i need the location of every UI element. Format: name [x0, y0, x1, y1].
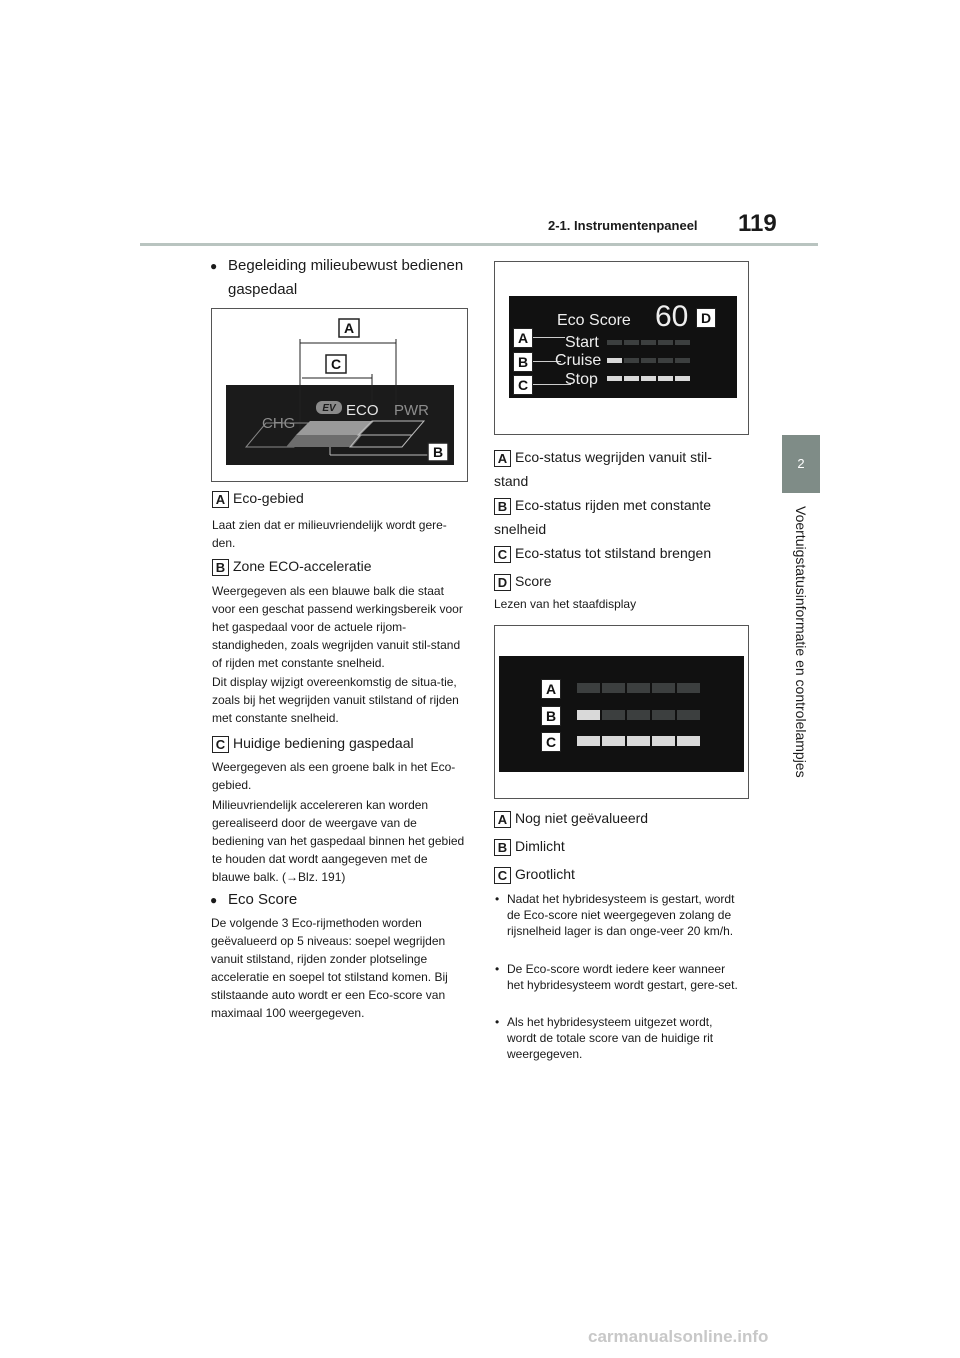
svg-text:C: C: [330, 356, 342, 372]
badge-b: B: [494, 498, 511, 515]
bullet-heading-eco-guide: ● Begeleiding milieubewust bedienen gaspedaal: [228, 254, 468, 302]
note-2: • De Eco-score wordt iedere keer wanneer het hybridesysteem wordt gestart, gere-set.: [507, 961, 743, 993]
segment: [675, 358, 690, 363]
segment: [607, 376, 622, 381]
eco-score-value: 60: [655, 300, 689, 333]
bar-legend-c: C Grootlicht: [494, 864, 734, 884]
badge-b: B: [212, 559, 229, 576]
header-rule: [140, 243, 818, 246]
segment: [658, 376, 673, 381]
page-number: 119: [738, 210, 777, 237]
badge-d: D: [696, 308, 716, 328]
badge-a: A: [513, 328, 533, 348]
segment: [641, 358, 656, 363]
bar-legend-b: B Dimlicht: [494, 836, 734, 856]
badge-b: B: [513, 352, 533, 372]
badge-b: B: [494, 839, 511, 856]
bar-legend-a: A Nog niet geëvalueerd: [494, 808, 734, 828]
svg-text:PWR: PWR: [394, 402, 429, 419]
legend-a: A Eco-status wegrijden vanuit stil-stand: [494, 449, 712, 489]
segment: [577, 736, 600, 746]
row-label-cruise: Cruise: [555, 352, 602, 369]
svg-text:ECO: ECO: [346, 402, 379, 419]
segment: [627, 710, 650, 720]
segment: [627, 736, 650, 746]
segment: [652, 683, 675, 693]
badge-b: B: [541, 706, 561, 726]
item-c-text-2: Milieuvriendelijk accelereren kan worden gerealiseerd door de weergave van de bediening van het gaspedaal binnen het gebied te houden dat wordt aangegeven met de blauwe balk. (→Blz. 191): [212, 798, 465, 884]
segment: [677, 683, 700, 693]
badge-c: C: [494, 867, 511, 884]
segment: [624, 376, 639, 381]
segment: [652, 710, 675, 720]
eco-score-title: Eco Score: [557, 312, 631, 329]
segment: [602, 683, 625, 693]
item-c-text-1: Weergegeven als een groene balk in het Eco-gebied.: [212, 760, 456, 792]
figure-accelerator-guide: [211, 308, 468, 482]
item-b-text-2: Dit display wijzigt overeenkomstig de situa-tie, zoals bij het wegrijden vanuit stilstand of rijden met constante snelheid.: [212, 675, 459, 725]
segment: [677, 736, 700, 746]
legend-c: C Eco-status tot stilstand brengen: [494, 541, 734, 565]
segment: [577, 710, 600, 720]
segment: [602, 710, 625, 720]
chapter-tab: 2: [782, 435, 820, 493]
segment: [677, 710, 700, 720]
segment: [675, 376, 690, 381]
badge-d: D: [494, 574, 511, 591]
segment: [577, 683, 600, 693]
watermark: carmanualsonline.info: [588, 1327, 769, 1346]
svg-text:CHG: CHG: [262, 415, 296, 432]
segment: [658, 358, 673, 363]
badge-c: C: [541, 732, 561, 752]
bar-display-screen: [499, 656, 744, 772]
eco-score-text: De volgende 3 Eco-rijmethoden worden geëvalueerd op 5 niveaus: soepel wegrijden vanuit stilstand, rijden zonder plotselinge acceleratie en soepel tot stilstand komen. Bij stilstaande auto wordt er een Eco-score van maximaal 100 weergegeven.: [211, 916, 448, 1020]
segment: [607, 340, 622, 345]
badge-c: C: [212, 736, 229, 753]
figure-eco-score-display: [494, 261, 749, 435]
row-label-start: Start: [565, 334, 599, 351]
segment: [641, 340, 656, 345]
segment: [675, 340, 690, 345]
chapter-title: Voertuigstatusinformatie en controlelampjes: [793, 506, 809, 778]
bullet-heading-eco-score: ● Eco Score: [228, 888, 468, 912]
svg-text:EV: EV: [322, 403, 336, 414]
badge-a: A: [212, 491, 229, 508]
svg-text:B: B: [432, 444, 444, 460]
item-b-text-1: Weergegeven als een blauwe balk die staat voor een geschat passend werkingsbereik voor het gaspedaal voor de actuele rijom-standigheden, zoals wegrijden vanuit stil-stand of rijden met constante snelheid.: [212, 584, 463, 670]
badge-a: A: [541, 679, 561, 699]
segment: [624, 358, 639, 363]
badge-c: C: [494, 546, 511, 563]
item-a-heading: A Eco-gebied: [212, 490, 304, 508]
segment: [602, 736, 625, 746]
legend-d: D Score: [494, 569, 734, 593]
legend-b: B Eco-status rijden met constante snelheid: [494, 497, 712, 537]
segment: [652, 736, 675, 746]
item-a-text: Laat zien dat er milieuvriendelijk wordt gere-den.: [212, 518, 447, 550]
segment: [624, 340, 639, 345]
accelerator-guide-illustration: [212, 309, 467, 481]
segment: [658, 340, 673, 345]
segment: [641, 376, 656, 381]
bar-display-heading: Lezen van het staafdisplay: [494, 597, 637, 611]
item-b-heading: B Zone ECO-acceleratie: [212, 558, 372, 576]
badge-a: A: [494, 450, 511, 467]
badge-c: C: [513, 375, 533, 395]
svg-text:A: A: [343, 320, 355, 336]
item-c-heading: C Huidige bediening gaspedaal: [212, 735, 414, 753]
row-label-stop: Stop: [565, 371, 598, 388]
note-1: • Nadat het hybridesysteem is gestart, wordt de Eco-score niet weergegeven zolang de rijsnelheid lager is dan onge-veer 20 km/h.: [507, 891, 743, 939]
segment: [607, 358, 622, 363]
segment: [627, 683, 650, 693]
note-3: • Als het hybridesysteem uitgezet wordt, wordt de totale score van de huidige rit weergegeven.: [507, 1014, 743, 1062]
section-title: 2-1. Instrumentenpaneel: [548, 218, 698, 233]
badge-a: A: [494, 811, 511, 828]
figure-bar-display: [494, 625, 749, 799]
eco-score-screen: [509, 296, 737, 398]
